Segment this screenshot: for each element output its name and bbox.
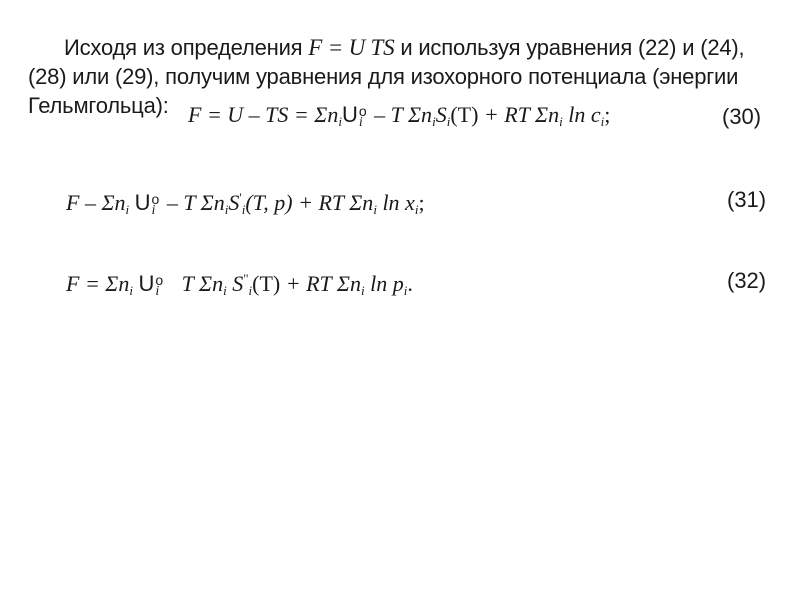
equation-32: $F = \Sigma n_i$ U o i T $\Sigma n_i$ $S^"_i(T)$ + RT $\Sigma n_i$ $\ln p_i$.	[66, 271, 413, 299]
eq31-u: U	[134, 190, 151, 215]
equation-32-number: (32)	[727, 268, 767, 293]
eq30-u: U	[341, 102, 358, 127]
intro-text-part2: и используя уравнения (22) и (24), (28) или (29), получим уравнения для изохорного потенциала (энергии Гельмгольца):	[28, 35, 745, 118]
equation-31-number: (31)	[727, 187, 767, 212]
eq32-lhs: F = Σn	[66, 271, 130, 296]
eq32-u: U	[138, 271, 155, 296]
inline-formula: F = U TS	[308, 35, 395, 60]
equation-30: F = U – TS = $\Sigma n_iU$ o i – T $\Sigma n_iS_i(T)$ + RT $\Sigma n_i$ $\ln c_i$;	[188, 102, 611, 130]
equation-31: F – $\Sigma n_i$ U o i – T $\Sigma n_iS'_i(T$, p) + RT $\Sigma n_i$ $\ln x_i$;	[66, 190, 425, 218]
eq30-lhs: F = U – TS = Σn	[188, 102, 339, 127]
intro-text-part1: Исходя из определения	[64, 35, 309, 60]
eq31-lhs: F – Σn	[66, 190, 126, 215]
equation-30-number: (30)	[722, 104, 762, 129]
